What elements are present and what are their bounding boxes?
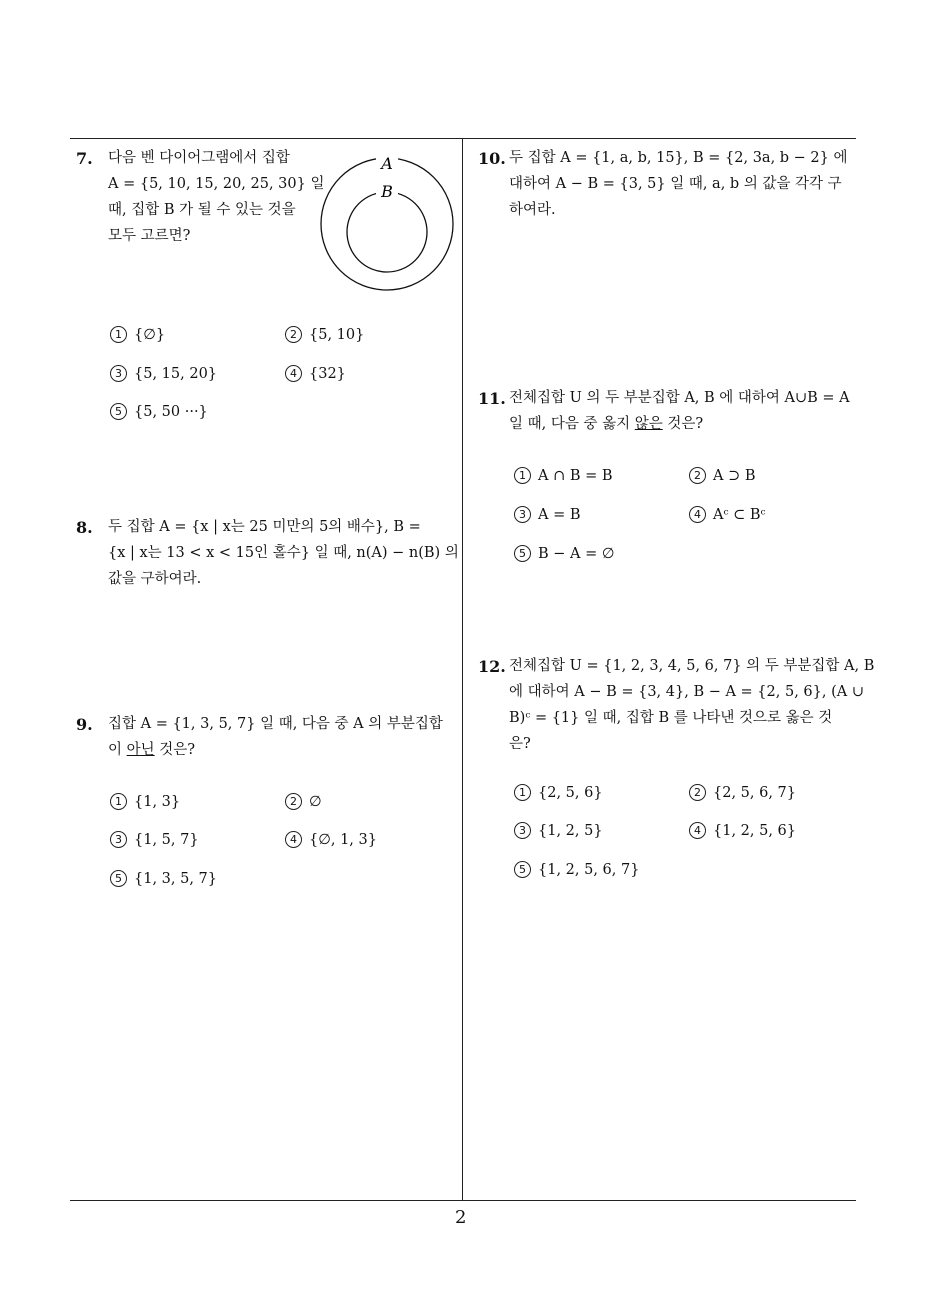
q8-line: 값을 구하여라.: [108, 571, 202, 587]
q8-line: {x | x는 13 < x < 15인 홀수} 일 때, n(A) − n(B) 의: [108, 545, 459, 561]
q12-line: 은?: [509, 736, 531, 752]
q7-option-4[interactable]: [285, 365, 346, 382]
option-text: {2, 5, 6}: [538, 785, 603, 801]
circled-number-icon: 5: [110, 403, 127, 420]
circled-number-icon: 3: [514, 506, 531, 523]
q7-line: 때, 집합 B 가 될 수 있는 것을: [108, 202, 296, 218]
circled-number-icon: 3: [110, 365, 127, 382]
venn-label-b: B: [381, 182, 393, 201]
circled-number-icon: 2: [689, 784, 706, 801]
q9-option-3[interactable]: [110, 831, 199, 848]
q8-text: [108, 514, 458, 592]
circled-number-icon: 4: [689, 506, 706, 523]
q9-number: 9.: [76, 715, 93, 734]
q11-text: [509, 385, 859, 437]
q11-underlined-word: 않은: [634, 416, 663, 432]
circled-number-icon: 1: [514, 467, 531, 484]
q10-line: 하여라.: [509, 202, 556, 218]
q9-line2-pre: 이: [108, 742, 127, 758]
q7-option-5[interactable]: [110, 403, 208, 420]
q8-number: 8.: [76, 518, 93, 537]
q8-line: 두 집합 A = {x | x는 25 미만의 5의 배수}, B =: [108, 519, 421, 535]
circled-number-icon: 3: [110, 831, 127, 848]
q9-line: [108, 737, 458, 763]
q11-line: [509, 411, 859, 437]
q7-option-2[interactable]: [285, 326, 364, 343]
q11-number: 11.: [478, 389, 506, 408]
q9-line: 집합 A = {1, 3, 5, 7} 일 때, 다음 중 A 의 부분집합: [108, 716, 443, 732]
q11-line2-post: 것은?: [662, 416, 704, 432]
option-text: ∅: [309, 794, 322, 810]
q12-text: [509, 653, 875, 757]
q12-line: 에 대하여 A − B = {3, 4}, B − A = {2, 5, 6}, (A ∪: [509, 684, 864, 700]
q7-line: 모두 고르면?: [108, 228, 191, 244]
q12-line: B)ᶜ = {1} 일 때, 집합 B 를 나타낸 것으로 옳은 것: [509, 710, 833, 726]
option-text: A ∩ B = B: [538, 468, 613, 484]
q7-text: [108, 145, 325, 249]
option-text: {5, 50 ···}: [134, 404, 208, 420]
q12-option-4[interactable]: [689, 822, 796, 839]
q9-option-4[interactable]: [285, 831, 377, 848]
circled-number-icon: 1: [110, 326, 127, 343]
q9-option-5[interactable]: [110, 870, 217, 887]
q12-option-1[interactable]: [514, 784, 603, 801]
q11-option-4[interactable]: [689, 506, 766, 523]
q12-line: 전체집합 U = {1, 2, 3, 4, 5, 6, 7} 의 두 부분집합 A, B: [509, 658, 875, 674]
q12-option-5[interactable]: [514, 861, 639, 878]
option-text: {5, 10}: [309, 327, 365, 343]
option-text: {1, 2, 5, 6, 7}: [538, 862, 640, 878]
option-text: {1, 5, 7}: [134, 832, 199, 848]
option-text: {∅}: [134, 327, 166, 343]
q11-line2-pre: 일 때, 다음 중 옳지: [509, 416, 635, 432]
q12-number: 12.: [478, 657, 506, 676]
option-text: A = B: [538, 507, 581, 523]
circled-number-icon: 5: [514, 861, 531, 878]
q10-line: 두 집합 A = {1, a, b, 15}, B = {2, 3a, b − 2} 에: [509, 150, 848, 166]
option-text: {5, 15, 20}: [134, 366, 218, 382]
q11-option-3[interactable]: [514, 506, 581, 523]
circled-number-icon: 4: [689, 822, 706, 839]
option-text: A ⊃ B: [713, 468, 756, 484]
option-text: {2, 5, 6, 7}: [713, 785, 797, 801]
q9-option-2[interactable]: [285, 793, 322, 810]
q11-option-1[interactable]: [514, 467, 613, 484]
circled-number-icon: 2: [689, 467, 706, 484]
q11-option-2[interactable]: [689, 467, 756, 484]
option-text: {1, 3, 5, 7}: [134, 871, 218, 887]
circled-number-icon: 4: [285, 831, 302, 848]
column-divider: [462, 138, 463, 1201]
circled-number-icon: 2: [285, 793, 302, 810]
bottom-rule: [70, 1200, 856, 1201]
circled-number-icon: 1: [110, 793, 127, 810]
q9-option-1[interactable]: [110, 793, 180, 810]
q7-option-3[interactable]: [110, 365, 217, 382]
venn-diagram: [318, 152, 458, 292]
q7-number: 7.: [76, 149, 93, 168]
top-rule: [70, 138, 856, 139]
option-text: {1, 2, 5, 6}: [713, 823, 797, 839]
option-text: {32}: [309, 366, 346, 382]
q10-number: 10.: [478, 149, 506, 168]
option-text: {1, 2, 5}: [538, 823, 603, 839]
q11-option-5[interactable]: [514, 545, 615, 562]
q10-line: 대하여 A − B = {3, 5} 일 때, a, b 의 값을 각각 구: [509, 176, 842, 192]
option-text: {1, 3}: [134, 794, 181, 810]
circled-number-icon: 2: [285, 326, 302, 343]
circled-number-icon: 4: [285, 365, 302, 382]
circled-number-icon: 5: [514, 545, 531, 562]
q11-line: 전체집합 U 의 두 부분집합 A, B 에 대하여 A∪B = A: [509, 390, 850, 406]
q10-text: [509, 145, 859, 223]
circled-number-icon: 1: [514, 784, 531, 801]
q9-underlined-word: 아닌: [126, 742, 155, 758]
option-text: Aᶜ ⊂ Bᶜ: [713, 507, 766, 523]
circled-number-icon: 3: [514, 822, 531, 839]
q9-text: [108, 711, 458, 763]
q12-option-3[interactable]: [514, 822, 603, 839]
option-text: {∅, 1, 3}: [309, 832, 377, 848]
q7-option-1[interactable]: [110, 326, 165, 343]
option-text: B − A = ∅: [538, 546, 615, 562]
page-number: 2: [455, 1207, 467, 1228]
q7-line: 다음 벤 다이어그램에서 집합: [108, 150, 290, 166]
q12-option-2[interactable]: [689, 784, 796, 801]
circled-number-icon: 5: [110, 870, 127, 887]
venn-label-a: A: [381, 154, 393, 173]
q9-line2-post: 것은?: [154, 742, 196, 758]
q7-line: A = {5, 10, 15, 20, 25, 30} 일: [108, 176, 325, 192]
